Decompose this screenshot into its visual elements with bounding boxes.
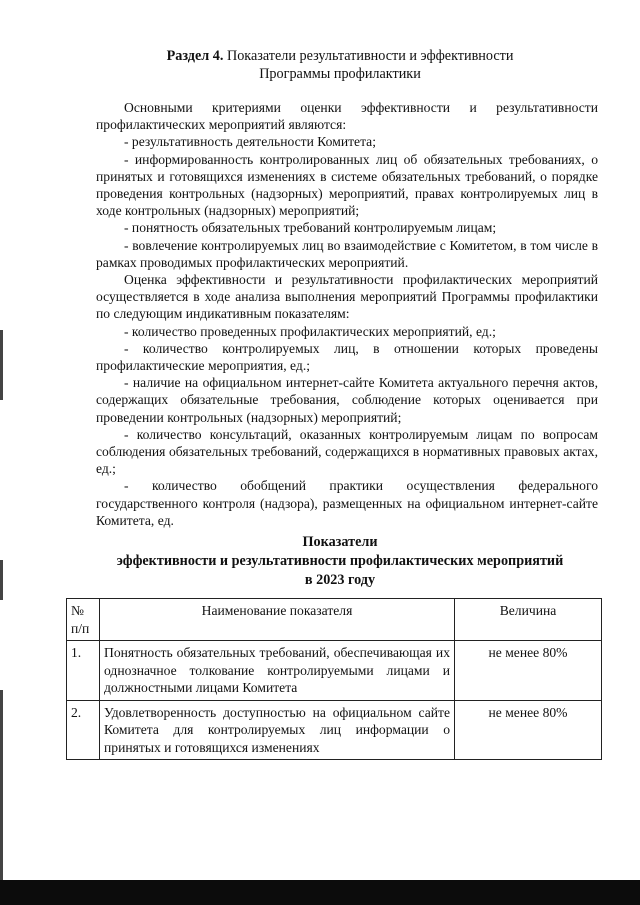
table-caption (60, 533, 620, 590)
table-header-row (67, 599, 602, 641)
section-heading-line1 (60, 47, 620, 65)
paragraph: - количество контролируемых лиц, в отношении которых проведены профилактические мероприятия, ед.; (96, 340, 598, 374)
scan-edge-mark (0, 690, 3, 880)
section-title-line2: Программы профилактики (259, 66, 421, 82)
paragraph: - результативность деятельности Комитета; (124, 134, 376, 150)
scan-edge-mark (0, 330, 3, 400)
paragraph: - информированность контролированных лиц об обязательных требованиях, о принятых и готовящихся изменениях в системе обязательных требований, о порядке проведения контрольных (надзорных) мероприятий, правах контролируемых лиц в ходе контрольных (надзорных) мероприятий; (96, 151, 598, 219)
paragraph: - количество проведенных профилактических мероприятий, ед.; (124, 323, 496, 339)
header-name: Наименование показателя (100, 599, 455, 641)
paragraph: Оценка эффективности и результативности профилактических мероприятий осуществляется в ходе анализа выполнения мероприятий Программы профилактики по следующим индикативным показателям: (96, 272, 598, 322)
body-text (96, 99, 598, 529)
paragraph: Основными критериями оценки эффективности и результативности профилактических мероприятий являются: (96, 100, 598, 133)
table-row (67, 641, 602, 701)
row-value: не менее 80% (455, 641, 602, 701)
scan-bottom-bar (0, 880, 640, 905)
paragraph: - наличие на официальном интернет-сайте Комитета актуального перечня актов, содержащих обязательные требования, соблюдение которых оценивается при проведении контрольных (надзорных) мероприятий; (96, 375, 598, 425)
row-value: не менее 80% (455, 700, 602, 760)
table-caption-line3: в 2023 году (304, 572, 376, 588)
header-value: Величина (455, 599, 602, 641)
paragraph: - понятность обязательных требований контролируемым лицам; (124, 220, 497, 236)
row-name: Понятность обязательных требований, обеспечивающая их однозначное толкование контролируемыми лицами и должностными лицами Комитета (100, 641, 455, 701)
paragraph: - количество консультаций, оказанных контролируемым лицам по вопросам соблюдения обязательных требований, содержащихся в нормативных правовых актах, ед.; (96, 426, 598, 477)
section-heading (60, 47, 620, 83)
paragraph: - вовлечение контролируемых лиц во взаимодействие с Комитетом, в том числе в рамках проводимых профилактических мероприятий. (96, 237, 598, 270)
row-name: Удовлетворенность доступностью на официальном сайте Комитета для контролируемых лиц информации о принятых и готовящихся изменениях (100, 700, 455, 760)
table-row (67, 700, 602, 760)
table-caption-line1: Показатели (302, 534, 378, 550)
table-caption-line2: эффективности и результативности профилактических мероприятий (116, 553, 564, 569)
header-number: № п/п (67, 599, 100, 641)
section-label: Раздел 4. (166, 48, 224, 64)
section-title-line1: Показатели результативности и эффективности (226, 48, 514, 64)
scan-edge-mark (0, 560, 3, 600)
row-number: 2. (67, 700, 100, 760)
row-number: 1. (67, 641, 100, 701)
paragraph: - количество обобщений практики осуществления федерального государственного контроля (надзора), размещенных на официальном интернет-сайте Комитета, ед. (96, 478, 598, 528)
indicators-table (66, 598, 602, 760)
